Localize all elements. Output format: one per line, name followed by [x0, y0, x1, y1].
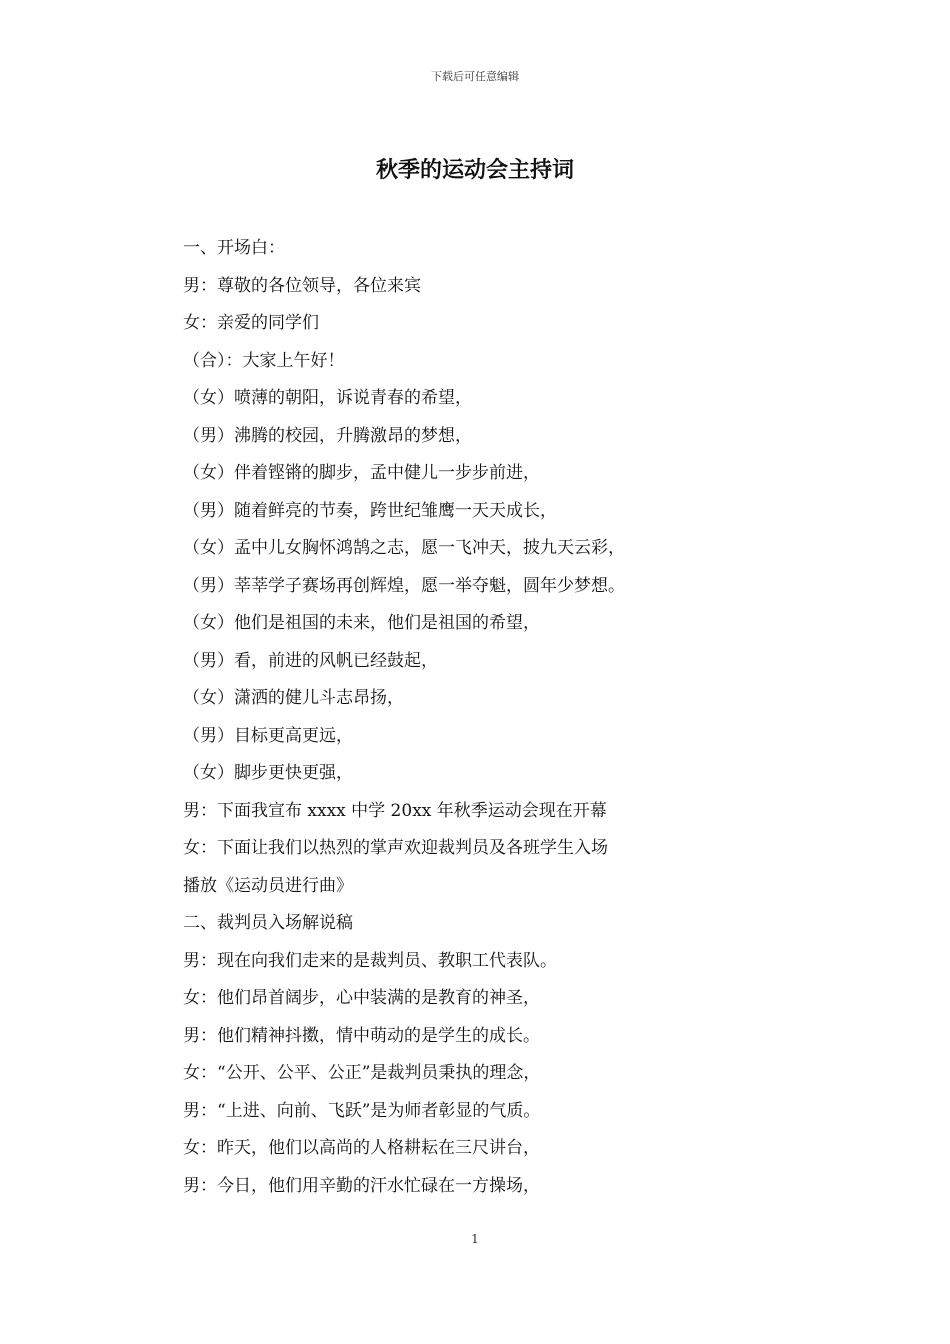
text-line: 男：他们精神抖擞，情中萌动的是学生的成长。 [183, 1025, 540, 1046]
text-line: （女）孟中儿女胸怀鸿鹄之志，愿一飞冲天，披九天云彩， [183, 538, 625, 558]
text-line: 男：今日，他们用辛勤的汗水忙碌在一方操场， [183, 1175, 540, 1196]
text-line: 女：他们昂首阔步，心中装满的是教育的神圣， [183, 988, 540, 1008]
text-line: （男）随着鲜亮的节奏，跨世纪雏鹰一天天成长， [183, 500, 557, 521]
text-line: （女）潇洒的健儿斗志昂扬， [183, 688, 404, 708]
text-line: 男：现在向我们走来的是裁判员、教职工代表队。 [183, 950, 557, 971]
text-line: 男：尊敬的各位领导，各位来宾 [183, 275, 421, 296]
text-line: 女：下面让我们以热烈的掌声欢迎裁判员及各班学生入场 [183, 838, 608, 858]
text-line: （女）他们是祖国的未来，他们是祖国的希望， [183, 613, 540, 633]
page-number: 1 [471, 1232, 479, 1246]
text-line: （女）喷薄的朝阳，诉说青春的希望， [183, 388, 472, 408]
text-line: （男）看，前进的风帆已经鼓起， [183, 650, 438, 671]
text-line: （男）沸腾的校园，升腾激昂的梦想， [183, 425, 472, 446]
document-body [183, 230, 883, 1205]
text-line: （男）莘莘学子赛场再创辉煌，愿一举夺魁，圆年少梦想。 [183, 575, 625, 596]
text-line: 女：昨天，他们以高尚的人格耕耘在三尺讲台， [183, 1138, 540, 1158]
text-line: （男）目标更高更远， [183, 725, 353, 746]
text-line: 男：下面我宣布 xxxx 中学 20xx 年秋季运动会现在开幕 [183, 800, 607, 821]
text-line: （女）伴着铿锵的脚步，孟中健儿一步步前进， [183, 463, 540, 483]
text-line: 一、开场白： [183, 238, 285, 258]
section-heading: 二、裁判员入场解说稿 [183, 913, 353, 933]
text-line: 播放《运动员进行曲》 [183, 875, 353, 896]
text-line: （合）：大家上午好！ [183, 350, 345, 371]
text-line: （女）脚步更快更强， [183, 763, 353, 783]
page-header: 下载后可任意编辑 [431, 70, 519, 83]
text-line: 女：亲爱的同学们 [183, 313, 319, 333]
text-line: 女：“公开、公平、公正”是裁判员秉执的理念， [183, 1063, 541, 1083]
text-line: 男：“上进、向前、飞跃”是为师者彰显的气质。 [183, 1100, 541, 1121]
document-title: 秋季的运动会主持词 [375, 158, 574, 183]
